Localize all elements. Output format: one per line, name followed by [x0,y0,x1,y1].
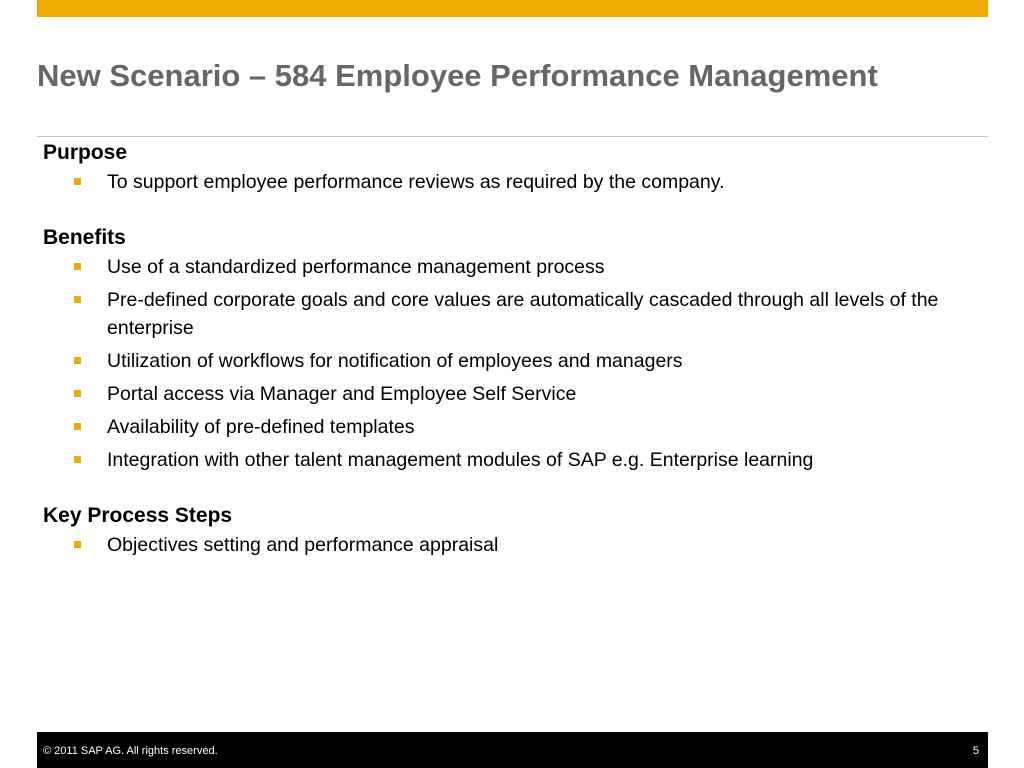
square-bullet-icon [74,456,81,463]
square-bullet-icon [74,357,81,364]
square-bullet-icon [74,296,81,303]
bullet-item [43,413,973,441]
bullet-list [43,168,973,196]
bullet-list [43,253,973,474]
section-purpose [43,138,973,196]
bullet-item [43,380,973,408]
bullet-item [43,168,973,196]
bullet-item [43,446,973,474]
section-heading: Benefits [43,226,126,249]
bullet-text: Use of a standardized performance management process [107,256,605,278]
page-number: 5 [972,745,979,757]
bullet-list [43,531,973,559]
bullet-text: Pre-defined corporate goals and core values are automatically cascaded through all levels of the enterprise [107,289,939,339]
bullet-text: To support employee performance reviews as required by the company. [107,171,725,193]
section-benefits [43,223,973,474]
square-bullet-icon [74,263,81,270]
section-heading: Purpose [43,141,128,164]
bullet-text: Integration with other talent management modules of SAP e.g. Enterprise learning [107,449,814,471]
bullet-item [43,347,973,375]
section-heading: Key Process Steps [43,504,233,527]
bullet-item [43,531,973,559]
slide-content [43,138,973,586]
footer-copyright: © 2011 SAP AG. All rights reserved. [43,745,218,757]
top-accent-bar [37,0,988,17]
bullet-text: Utilization of workflows for notification of employees and managers [107,350,683,372]
bullet-item [43,286,973,342]
bullet-text: Objectives setting and performance appraisal [107,534,499,556]
footer-bar [37,732,988,768]
square-bullet-icon [74,390,81,397]
title-divider [37,136,988,137]
square-bullet-icon [74,423,81,430]
slide-title: New Scenario – 584 Employee Performance Management [37,58,878,93]
bullet-item [43,253,973,281]
square-bullet-icon [74,178,81,185]
bullet-text: Availability of pre-defined templates [107,416,415,438]
square-bullet-icon [74,541,81,548]
section-key-process-steps [43,501,973,559]
bullet-text: Portal access via Manager and Employee Self Service [107,383,577,405]
